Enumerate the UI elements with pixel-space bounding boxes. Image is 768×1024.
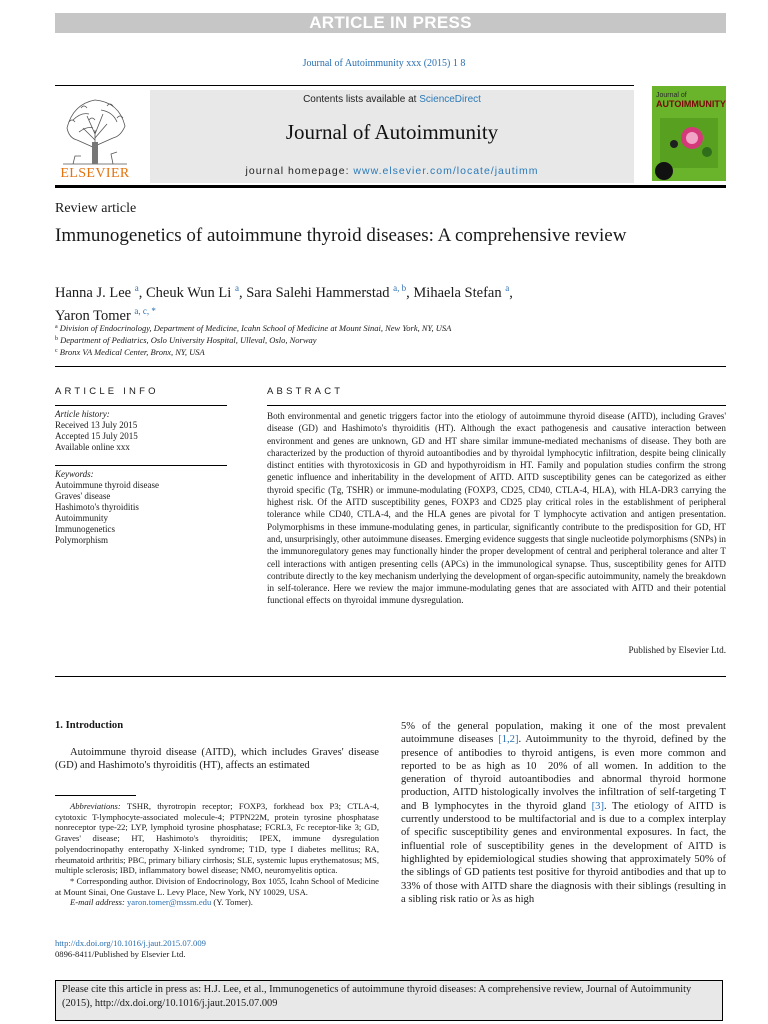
author-1-affil-mark[interactable]: a [134,283,139,293]
author-1: Hanna J. Lee $^a$, [55,283,146,301]
history-accepted: Accepted 15 July 2015 [55,431,138,441]
abbreviations-footnote: Abbreviations: TSHR, thyrotropin receptor; FOXP3, forkhead box P3; CTLA-4, cytotoxic T-lymphocyte-associated molecule-4; PTPN22M, protein tyrosine phosphatase nonreceptor type-22; LYP, lymphoid tyrosine phosphatase; FCRL3, Fc receptor-like 3; GD, Graves' disease; HT, Hashimoto's thyroiditis; IPEX, immune dysregulation polyendocrinopathy enteropathy X-linked syndrome; T1D, type I diabetes mellitus; RA, rheumatoid arthritis; PBC, primary biliary cirrhosis; SLE, systemic lupus erythematosus; MS, multiple sclerosis; IBD, inflammatory bowel disease; NMO, neuromyelitis optica. [55,801,379,876]
author-4-affil-mark[interactable]: a [505,283,510,293]
article-info-rule [55,405,227,406]
introduction-heading: 1. Introduction [55,720,124,731]
keyword-item: Polymorphism [55,535,109,545]
publisher-statement: Published by Elsevier Ltd. [628,645,726,655]
article-history-label: Article history: [55,409,110,419]
corresponding-author-footnote: * Corresponding author. Division of Endocrinology, Box 1055, Icahn School of Medicine at Mount Sinai, One Gustave L. Levy Place, New York, NY 10029, USA. [55,875,379,897]
keyword-item: Immunogenetics [55,524,115,534]
abstract-heading: ABSTRACT [267,386,344,397]
author-4: Mihaela Stefan $^a$, [413,283,513,301]
cover-big-title: AUTOIMMUNITY [656,99,726,109]
history-online: Available online xxx [55,442,130,452]
abstract-bottom-rule [55,676,726,677]
journal-homepage-line: journal homepage: www.elsevier.com/locate/jautimm [245,165,539,177]
journal-header-box [150,90,634,183]
affiliation-b: $^b$ Department of Pediatrics, Oslo University Hospital, Ulleval, Oslo, Norway [55,335,317,345]
contents-line: Contents lists available at ScienceDirect [303,94,481,105]
introduction-right-text: 5% of the general population, making it one of the most prevalent autoimmune diseases [1,2]. Autoimmunity to the thyroid, defined by the presence of antibodies to thyroid antigens, is even more common and reported to be as high as 10 20% of all women. In addition to the generation of thyroid autoantibodies and abnormal thyroid hormone production, AITD histologically involves the infiltration of self-targeting T and B lymphocytes in the thyroid gland [3]. The etiology of AITD is currently understood to be multifactorial and is due to a complex interplay of specific susceptibility genes and environmental exposures. In fact, the influential role of susceptibility genes in the development of AITD is highlighted by epidemiological studies showing that approximately 50% of the siblings of GD patients test positive for thyroid antibodies and that up to 33% of those with AITD share the diagnosis with their siblings (resulting in a sibling risk ratio or λs as high [401,721,727,905]
article-in-press-banner: ARTICLE IN PRESS [55,13,726,33]
author-3-affil-mark[interactable]: a, b [393,283,407,293]
abstract-text: Both environmental and genetic triggers factor into the etiology of autoimmune thyroid disease (AITD), including Graves' disease (GD) and Hashimoto's thyroiditis (HT). Although the exact pathogenesis and causative interaction between environment and genes are unknown, GD and HT share similar immune-mediated mechanisms of disease. They both are characterized by the production of thyroid autoantibodies and by thyroidal lymphocytic infiltration, despite being clinically distinct entities with thyrotoxicosis in GD and hypothyroidism in HT. Family and population studies confirm the strong genetic influence and inheritability in the development of AITD. AITD susceptibility genes can be categorized as either thyroid specific (Tg, TSHR) or immune-modulating (FOXP3, CD25, CD40, CTLA-4, HLA), with HLA-DR3 carrying the highest risk. Of the AITD susceptibility genes, FOXP3 and CD25 play critical roles in the establishment of peripheral tolerance while CD40, CTLA-4, and the HLA genes are pivotal for T lymphocyte activation and antigen presentation. Polymorphisms in these immune-modulating genes, in particular, significantly contribute to the predisposition for GD, HT and, unsurprisingly, other autoimmune diseases. Emerging evidence suggests that single nucleotide polymorphisms (SNPs) in the immunoregulatory genes may functionally hinder the proper development of central and peripheral tolerance and alter T cell interactions with antigen presenting cells (APCs) in the immunological synapse. Thus, susceptibility genes for AITD contribute directly to the key mechanism underlying the development of organ-specific autoimmunity, namely the breakdown in self-tolerance. Here we review the major immune-modulating genes that are associated with AITD and their potential functional effects on thyroidal immune dysregulation. [267,411,726,606]
keywords-label: Keywords: [55,469,94,479]
affiliation-list [55,322,695,358]
cover-artwork [652,86,726,181]
reference-link[interactable]: [1,2] [498,734,519,746]
reference-link[interactable]: [3] [591,800,605,812]
keyword-item: Graves' disease [55,491,111,501]
abstract-rule [267,405,726,406]
sciencedirect-link[interactable]: ScienceDirect [419,94,481,105]
author-3: Sara Salehi Hammerstad $^{a, b}$, [246,283,414,301]
elsevier-wordmark: ELSEVIER [60,166,130,181]
history-received: Received 13 July 2015 [55,420,138,430]
author-5-affil-mark[interactable]: a, c, * [134,306,156,316]
keyword-item: Autoimmune thyroid disease [55,480,159,490]
article-history [55,409,235,453]
affiliation-a: $^a$ Division of Endocrinology, Department of Medicine, Icahn School of Medicine at Mount Sinai, New York, NY, USA [55,323,452,333]
author-2: Cheuk Wun Li $^a$, [145,283,247,301]
doi-block [55,938,385,959]
footnote-rule [55,795,136,796]
journal-title: Journal of Autoimmunity [285,120,499,144]
footnotes [55,801,379,908]
author-5: Yaron Tomer $^{a, c, *}$ [55,306,156,324]
journal-reference-link[interactable]: Journal of Autoimmunity xxx (2015) 1 8 [302,58,466,69]
header-bottom-rule [55,185,726,188]
citation-box: Please cite this article in press as: H.J. Lee, et al., Immunogenetics of autoimmune thyroid diseases: A comprehensive review, Journal of Autoimmunity (2015), http://dx.doi.org/10.1016/j.jaut.2015.07.009 [55,980,723,1021]
journal-cover-thumbnail [652,86,726,181]
article-type-label: Review article [55,201,137,216]
issn-line: 0896-8411/Published by Elsevier Ltd. [55,948,186,959]
author-2-affil-mark[interactable]: a [234,283,239,293]
header-top-rule [55,85,634,86]
keywords-rule [55,465,227,466]
author-email-link[interactable]: yaron.tomer@mssm.edu [126,897,212,908]
article-title: Immunogenetics of autoimmune thyroid diseases: A comprehensive review [55,225,627,246]
keywords [55,469,235,546]
keyword-item: Autoimmunity [55,513,109,523]
doi-link[interactable]: http://dx.doi.org/10.1016/j.jaut.2015.07.009 [55,938,206,948]
email-footnote: E-mail address: yaron.tomer@mssm.edu (Y. Tomer). [70,897,253,908]
cover-small-title: Journal of [656,92,687,99]
keyword-item: Hashimoto's thyroiditis [55,502,139,512]
journal-homepage-link[interactable]: www.elsevier.com/locate/jautimm [353,165,539,177]
article-info-heading: ARTICLE INFO [55,386,159,397]
author-list [55,279,695,325]
introduction-left-text: Autoimmune thyroid disease (AITD), which includes Graves' disease (GD) and Hashimoto's thyroiditis (HT), affects an estimated [55,747,379,772]
affiliation-rule [55,366,726,367]
affiliation-c: $^c$ Bronx VA Medical Center, Bronx, NY, USA [55,347,205,357]
